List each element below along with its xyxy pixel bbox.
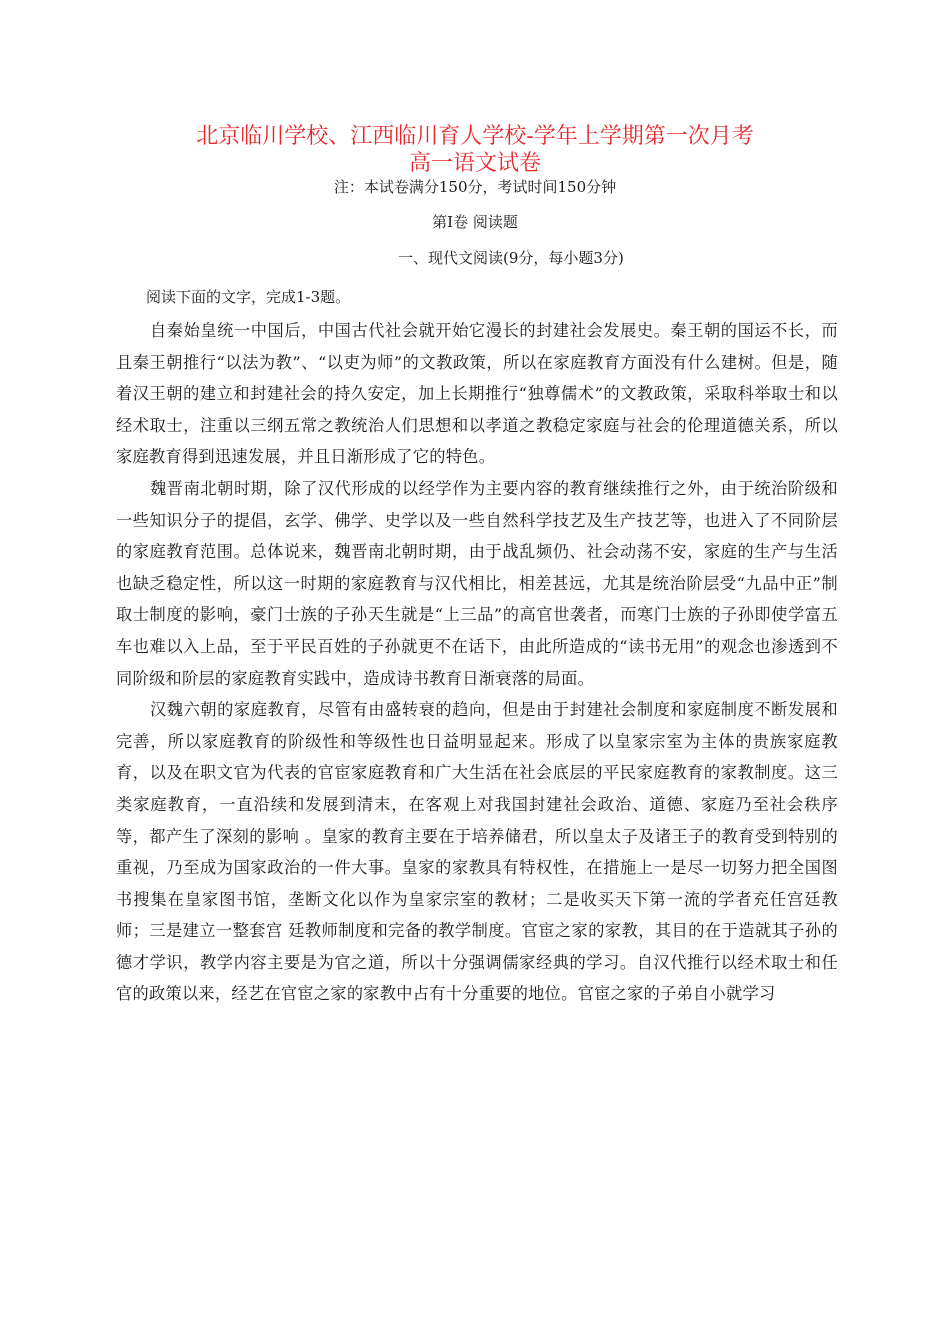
passage-paragraph: 汉魏六朝的家庭教育，尽管有由盛转衰的趋向，但是由于封建社会制度和家庭制度不断发展和完善，所以家庭教育的阶级性和等级性也日益明显起来。形成了以皇家宗室为主体的贵族家庭教育，以及在职文官为代表的官宦家庭教育和广大生活在社会底层的平民家庭教育的家教制度。这三类家庭教育，一直沿续和发展到清末，在客观上对我国封建社会政治、道德、家庭乃至社会秩序等，都产生了深刻的影响 。皇家的教育主要在于培养储君，所以皇太子及诸王子的教育受到特别的重视，乃至成为国家政治的一件大事。皇家的家教具有特权性，在措施上一是尽一切努力把全国图书搜集在皇家图书馆，垄断文化以作为皇家宗室的教材；二是收买天下第一流的学者充任宫廷教师；三是建立一整套宫 廷教师制度和完备的教学制度。官宦之家的家教，其目的在于造就其子孙的德才学识，教学内容主要是为官之道，所以十分强调儒家经典的学习。自汉代推行以经术取士和任官的政策以来，经艺在官宦之家的家教中占有十分重要的地位。官宦之家的子弟自小就学习 — [116, 700, 838, 1004]
reading-instruction: 阅读下面的文字，完成1-3题。 — [146, 288, 351, 306]
volume-heading: 第Ⅰ卷 阅读题 — [432, 213, 518, 231]
passage-paragraph: 魏晋南北朝时期，除了汉代形成的以经学作为主要内容的教育继续推行之外，由于统治阶级和一些知识分子的提倡，玄学、佛学、史学以及一些自然科学技艺及生产技艺等，也进入了不同阶层的家庭教育范围。总体说来，魏晋南北朝时期，由于战乱频仍、社会动荡不安，家庭的生产与生活也缺乏稳定性，所以这一时期的家庭教育与汉代相比，相差甚远，尤其是统治阶层受“九品中正”制取士制度的影响，豪门士族的子孙天生就是“上三品”的高官世袭者，而寒门士族的子孙即使学富五车也难以入上品，至于平民百姓的子孙就更不在话下，由此所造成的“读书无用”的观念也渗透到不同阶级和阶层的家庭教育实践中，造成诗书教育日渐衰落的局面。 — [116, 478, 838, 688]
exam-title: 北京临川学校、江西临川育人学校-学年上学期第一次月考 — [196, 124, 754, 149]
exam-note: 注：本试卷满分150分，考试时间150分钟 — [333, 178, 617, 196]
reading-passage — [116, 315, 838, 1010]
section-heading: 一、现代文阅读(9分，每小题3分) — [398, 249, 624, 267]
passage-paragraph: 自秦始皇统一中国后，中国古代社会就开始它漫长的封建社会发展史。秦王朝的国运不长，而且秦王朝推行“以法为教”、“以吏为师”的文教政策，所以在家庭教育方面没有什么建树。但是，随着汉王朝的建立和封建社会的持久安定，加上长期推行“独尊儒术”的文教政策，采取科举取士和以经术取士，注重以三纲五常之教统治人们思想和以孝道之教稳定家庭与社会的伦理道德关系，所以家庭教育得到迅速发展，并且日渐形成了它的特色。 — [116, 321, 838, 467]
exam-subtitle: 高一语文试卷 — [408, 151, 541, 176]
